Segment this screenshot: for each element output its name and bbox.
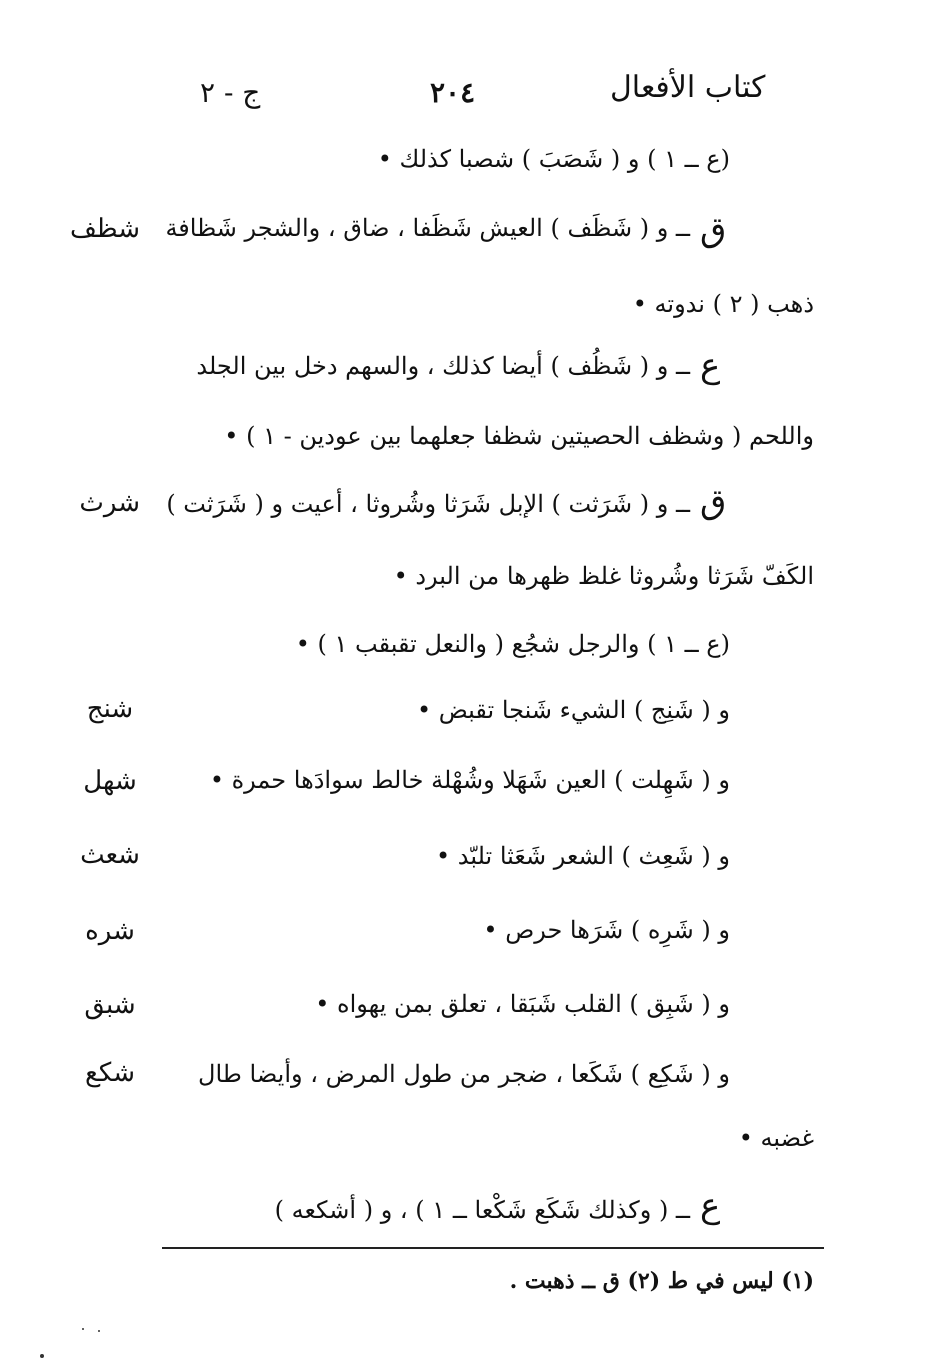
footnote-divider [162, 1247, 824, 1249]
text-line: ذهب ( ٢ ) ندوته • [632, 290, 814, 318]
margin-headword: شبق [84, 990, 136, 1020]
page-number: ٢٠٤ [430, 76, 476, 109]
text-line: ــ و ( شَرَثت ) الإبل شَرَثا وشُروثا ، أعيت و ( شَرَثت ) [166, 490, 690, 518]
text-line: ــ ( وكذلك شَكَع شَكْعا ــ ١ ) ، و ( أشكعه ) [274, 1196, 690, 1224]
margin-headword: شره [85, 916, 135, 946]
text-line: و ( شَعِث ) الشعر شَعَثا تلبّد • [435, 842, 730, 870]
scan-speck [82, 1328, 84, 1330]
margin-headword: شظف [69, 214, 140, 244]
text-line: و ( شَكِع ) شَكَعا ، ضجر من طول المرض ، وأيضا طال [198, 1060, 730, 1088]
scan-speck [98, 1330, 100, 1332]
text-line: الكَفّ شَرَثا وشُروثا غلظ ظهرها من البرد • [393, 562, 814, 590]
line-marker: ع [700, 346, 721, 386]
margin-headword: شرث [79, 488, 140, 518]
text-line: (ع ــ ١ ) والرجل شجُع ( والنعل تقبقب ١ ) • [295, 630, 730, 658]
text-line: و ( شَرِه ) شَرَها حرص • [483, 916, 730, 944]
text-line: واللحم ( وشظف الحصيتين شظفا جعلهما بين عودين - ١ ) • [224, 422, 814, 450]
margin-headword: شهل [83, 766, 137, 796]
footnote: (١) ليس في ط (٢) ق ــ ذهبت . [509, 1268, 814, 1294]
text-line: ــ و ( شَظَف ) العيش شَظَفا ، ضاق ، والشجر شَظافة [165, 214, 690, 242]
text-line: غضبه • [738, 1124, 814, 1152]
text-line: و ( شَبِق ) القلب شَبَقا ، تعلق بمن يهواه • [315, 990, 730, 1018]
text-line: ــ و ( شَظُف ) أيضا كذلك ، والسهم دخل بين الجلد [196, 352, 690, 380]
book-title: كتاب الأفعال [610, 70, 766, 105]
margin-headword: شنج [86, 694, 134, 724]
line-marker: ق [700, 482, 727, 522]
margin-headword: شعث [80, 840, 140, 870]
line-marker: ق [700, 210, 727, 250]
volume-part: ج - ٢ [200, 76, 261, 109]
line-marker: ع [700, 1186, 721, 1226]
margin-headword: شكع [85, 1058, 135, 1088]
scan-speck [40, 1354, 44, 1358]
text-line: و ( شَنِج ) الشيء شَنجا تقبض • [416, 696, 730, 724]
text-line: (ع ــ ١ ) و ( شَصَبَ ) شصبا كذلك • [377, 145, 730, 173]
text-line: و ( شَهِلت ) العين شَهَلا وشُهْلة خالط سوادَها حمرة • [209, 766, 730, 794]
